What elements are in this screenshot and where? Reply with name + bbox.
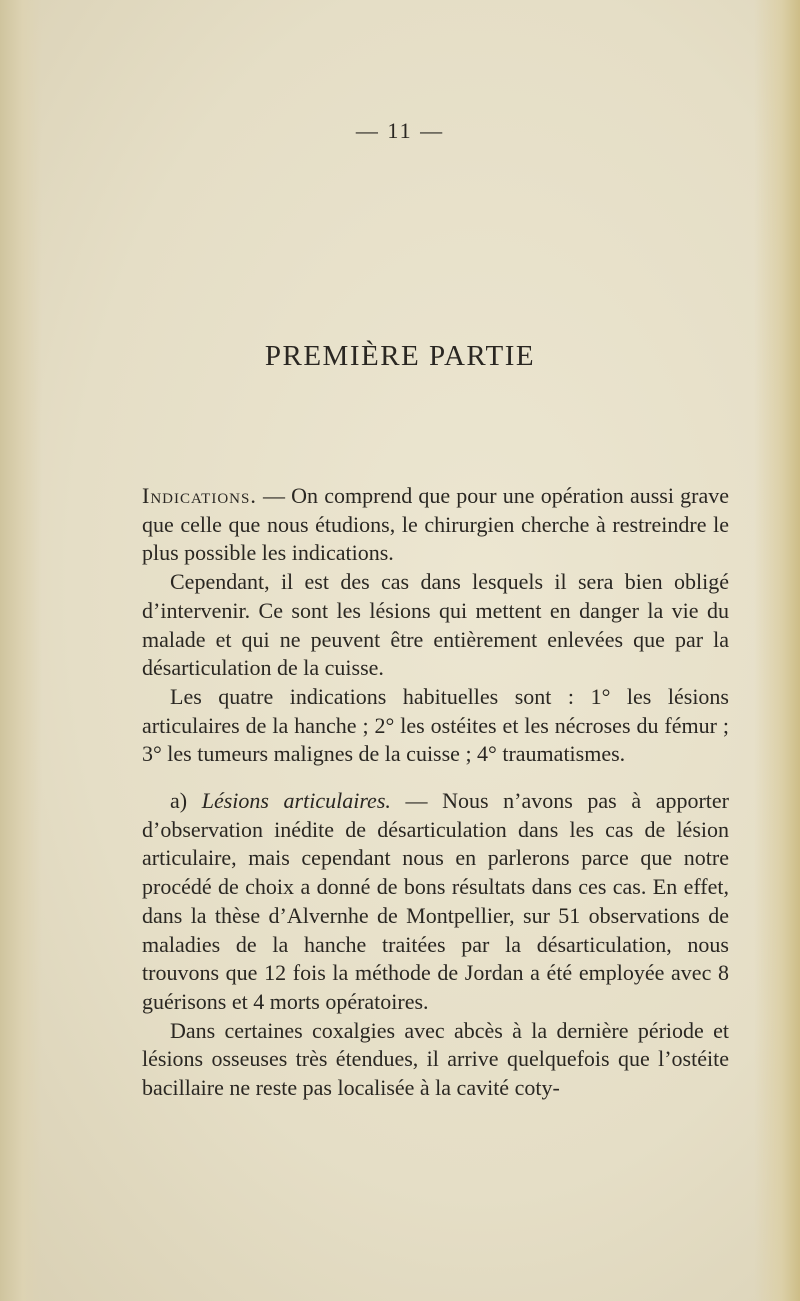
page-edge-left xyxy=(0,0,42,1301)
page-edge-right xyxy=(754,0,800,1301)
paragraph-cependant: Cependant, il est des cas dans lesquels il sera bien obligé d’intervenir. Ce sont les lésions qui mettent en danger la vie du malade et qui ne peuvent être entièrement enlevées que par la désarticulation de la cuisse. xyxy=(142,569,729,681)
part-title: PREMIÈRE PARTIE xyxy=(264,340,536,372)
paragraph-text: — On comprend que pour une opération aussi grave que celle que nous étudions, le chirurgien cherche à restreindre le plus possible les indications. xyxy=(142,483,729,566)
paragraph-indications xyxy=(142,482,729,568)
paragraph-text: — Nous n’avons pas à apporter d’observation inédite de désarticulation dans les cas de lésion articulaire, mais cependant nous en parlerons parce que notre procédé de choix a donné de bons résultats dans ces cas. En effet, dans la thèse d’Alvernhe de Montpellier, sur 51 observations de maladies de la hanche traitées par la désarticulation, nous trouvons que 12 fois la méthode de Jordan a été employée avec 8 guérisons et 4 morts opératoires. xyxy=(142,788,729,1014)
section-lead-indications: Indications. xyxy=(142,483,257,508)
section-lead-lesions: Lésions articulaires. xyxy=(201,788,391,814)
paragraph-coxalgies: Dans certaines coxalgies avec abcès à la dernière période et lésions osseuses très étendues, il arrive quelquefois que l’ostéite bacillaire ne reste pas localisée à la cavité coty- xyxy=(142,1017,729,1101)
body-text xyxy=(142,482,729,1103)
paragraph-quatre-indications: Les quatre indications habituelles sont : 1° les lésions articulaires de la hanche ; 2° les ostéites et les nécroses du fémur ; 3° les tumeurs malignes de la cuisse ; 4° traumatismes. xyxy=(142,683,729,767)
page-number: — 11 — xyxy=(355,118,445,143)
paragraph-lesions-articulaires xyxy=(142,787,729,1017)
item-marker: a) xyxy=(170,788,202,814)
